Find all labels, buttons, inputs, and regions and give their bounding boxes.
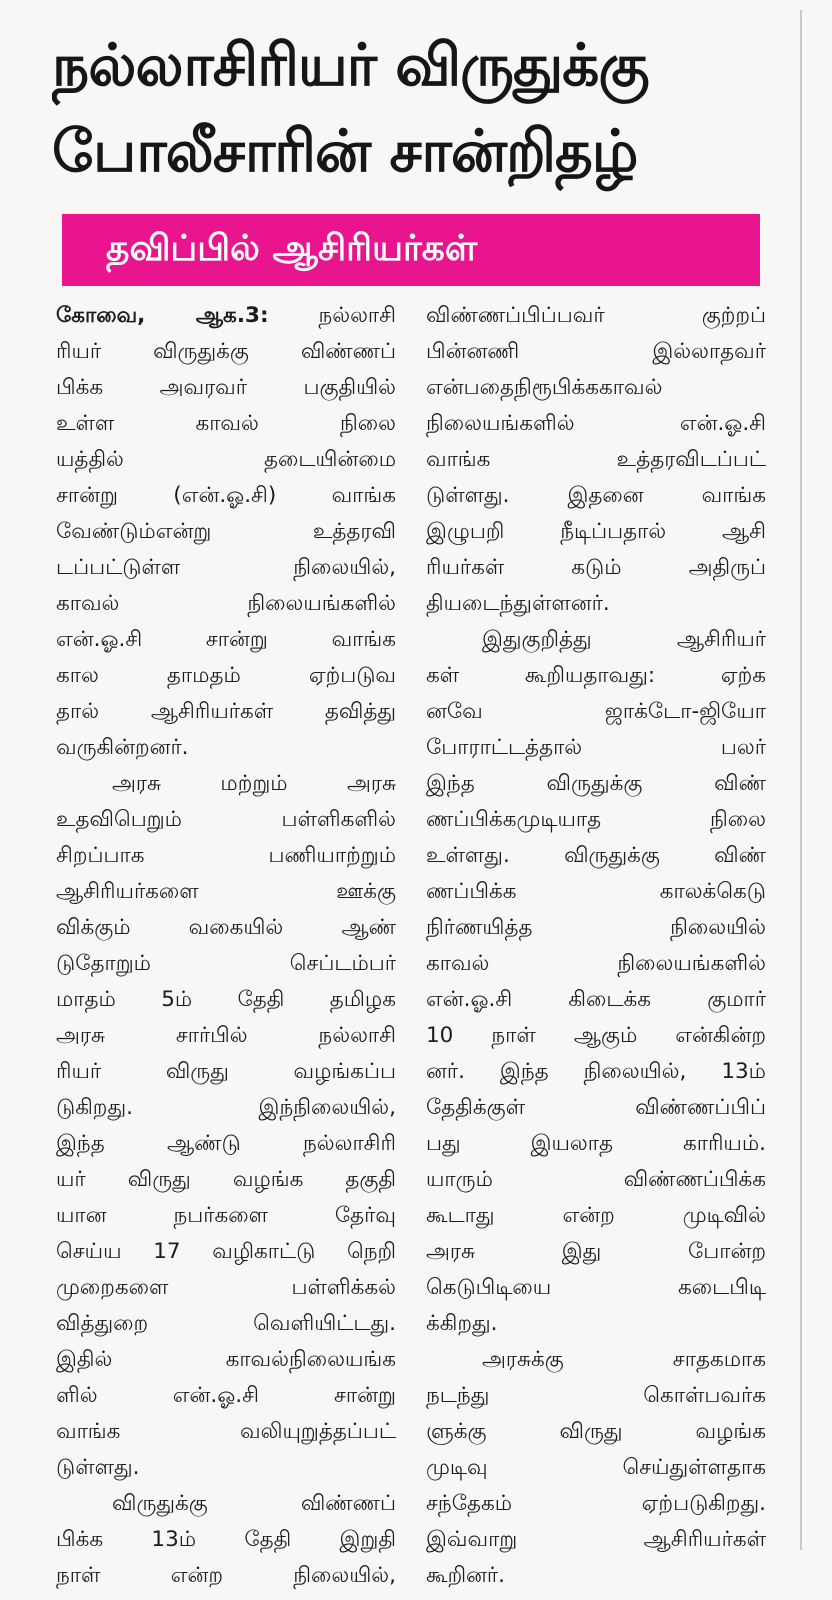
column-line: நாள் என்ற நிலையில், — [56, 1563, 396, 1588]
column-line: காவல் நிலையங்களில் — [426, 951, 766, 976]
column-line: முடிவு செய்துள்ளதாக — [426, 1455, 766, 1480]
headline — [52, 22, 772, 194]
dateline: கோவை, ஆக.3: — [56, 303, 269, 328]
column-line: மாதம் 5ம் தேதி தமிழக — [56, 987, 396, 1012]
column-line: சிறப்பாக பணியாற்றும் — [56, 843, 396, 868]
column-line-text: நல்லாசி — [318, 303, 396, 328]
column-line: இந்த ஆண்டு நல்லாசிரி — [56, 1131, 396, 1156]
column-line: யத்தில் தடையின்மை — [56, 447, 396, 472]
column-line: ரியர்கள் கடும் அதிருப் — [426, 555, 766, 580]
column-line: உள்ளது. விருதுக்கு விண் — [426, 843, 766, 868]
column-line: ணப்பிக்கமுடியாத நிலை — [426, 807, 766, 832]
column-line: ரியர் விருது வழங்கப்ப — [56, 1059, 396, 1084]
column-line: கால தாமதம் ஏற்படுவ — [56, 663, 396, 688]
column-line: 10 நாள் ஆகும் என்கின்ற — [426, 1023, 766, 1048]
column-line: வேண்டும்என்று உத்தரவி — [56, 519, 396, 544]
column-line: கள் கூறியதாவது: ஏற்க — [426, 663, 766, 688]
column-line: டப்பட்டுள்ள நிலையில், — [56, 555, 396, 580]
column-line: கெடுபிடியை கடைபிடி — [426, 1275, 766, 1300]
column-line: யாரும் விண்ணப்பிக்க — [426, 1167, 766, 1192]
column-line: பிக்க அவரவர் பகுதியில் — [56, 375, 396, 400]
article-column-right — [426, 298, 766, 1594]
column-line: சான்று (என்.ஓ.சி) வாங்க — [56, 483, 396, 508]
column-line: காவல் நிலையங்களில் — [56, 591, 396, 616]
column-line: இழுபறி நீடிப்பதால் ஆசி — [426, 519, 766, 544]
column-line: க்கிறது. — [426, 1311, 498, 1336]
column-line: பது இயலாத காரியம். — [426, 1131, 766, 1156]
column-line: உதவிபெறும் பள்ளிகளில் — [56, 807, 396, 832]
column-line: இதில் காவல்நிலையங்க — [56, 1347, 396, 1372]
column-line: சந்தேகம் ஏற்படுகிறது. — [426, 1491, 766, 1516]
column-line: அரசுக்கு சாதகமாக — [482, 1347, 766, 1372]
column-line: னர். இந்த நிலையில், 13ம் — [426, 1059, 766, 1084]
column-line: தியடைந்துள்ளனர். — [426, 591, 610, 616]
column-rule — [800, 10, 802, 1550]
column-line: வருகின்றனர். — [56, 735, 189, 760]
column-line: முறைகளை பள்ளிக்கல் — [56, 1275, 396, 1300]
column-line: ணப்பிக்க காலக்கெடு — [426, 879, 766, 904]
column-line: நிர்ணயித்த நிலையில் — [426, 915, 766, 940]
kicker-text: தவிப்பில் ஆசிரியர்கள் — [106, 228, 478, 269]
column-line: என்.ஓ.சி சான்று வாங்க — [56, 627, 396, 652]
column-line: டுகிறது. இந்நிலையில், — [56, 1095, 396, 1120]
column-line: செய்ய 17 வழிகாட்டு நெறி — [56, 1239, 396, 1264]
column-line: யான நபர்களை தேர்வு — [56, 1203, 396, 1228]
column-line: இந்த விருதுக்கு விண் — [426, 771, 766, 796]
column-line: என்.ஓ.சி கிடைக்க குமார் — [426, 987, 766, 1012]
headline-line-1: நல்லாசிரியர் விருதுக்கு — [52, 31, 649, 99]
column-line: பின்னணி இல்லாதவர் — [426, 339, 766, 364]
column-line: ரியர் விருதுக்கு விண்ணப் — [56, 339, 396, 364]
column-line: இதுகுறித்து ஆசிரியர் — [482, 627, 766, 652]
column-line: நிலையங்களில் என்.ஓ.சி — [426, 411, 766, 436]
column-line: வாங்க வலியுறுத்தப்பட் — [56, 1419, 396, 1444]
column-line: பிக்க 13ம் தேதி இறுதி — [56, 1527, 396, 1552]
column-line: நடந்து கொள்பவர்க — [426, 1383, 766, 1408]
column-line: கூறினர். — [426, 1563, 505, 1588]
column-line: தால் ஆசிரியர்கள் தவித்து — [56, 699, 396, 724]
column-line: வாங்க உத்தரவிடப்பட் — [426, 447, 766, 472]
column-line: விருதுக்கு விண்ணப் — [112, 1491, 396, 1516]
column-line: கூடாது என்ற முடிவில் — [426, 1203, 766, 1228]
column-line: தேதிக்குள் விண்ணப்பிப் — [426, 1095, 766, 1120]
column-line: ளுக்கு விருது வழங்க — [426, 1419, 766, 1444]
column-line: இவ்வாறு ஆசிரியர்கள் — [426, 1527, 766, 1552]
column-line: னவே ஜாக்டோ-ஜியோ — [426, 699, 766, 724]
headline-line-2: போலீசாரின் சான்றிதழ் — [52, 117, 638, 185]
column-line: ஆசிரியர்களை ஊக்கு — [56, 879, 396, 904]
article-column-left — [56, 298, 396, 1594]
kicker-banner — [62, 214, 760, 286]
column-line: அரசு இது போன்ற — [426, 1239, 766, 1264]
column-line: டுதோறும் செப்டம்பர் — [56, 951, 396, 976]
column-line: போராட்டத்தால் பலர் — [426, 735, 766, 760]
column-line: ளில் என்.ஓ.சி சான்று — [56, 1383, 396, 1408]
column-line — [56, 298, 396, 334]
column-line: விண்ணப்பிப்பவர் குற்றப் — [426, 303, 766, 328]
column-line: உள்ள காவல் நிலை — [56, 411, 396, 436]
column-line: அரசு மற்றும் அரசு — [112, 771, 396, 796]
column-line: டுள்ளது. இதனை வாங்க — [426, 483, 766, 508]
column-line: விக்கும் வகையில் ஆண் — [56, 915, 396, 940]
column-line: வித்துறை வெளியிட்டது. — [56, 1311, 396, 1336]
column-line: டுள்ளது. — [56, 1455, 140, 1480]
column-line: என்பதைநிரூபிக்ககாவல் — [426, 375, 663, 400]
column-line: யர் விருது வழங்க தகுதி — [56, 1167, 396, 1192]
column-line: அரசு சார்பில் நல்லாசி — [56, 1023, 396, 1048]
